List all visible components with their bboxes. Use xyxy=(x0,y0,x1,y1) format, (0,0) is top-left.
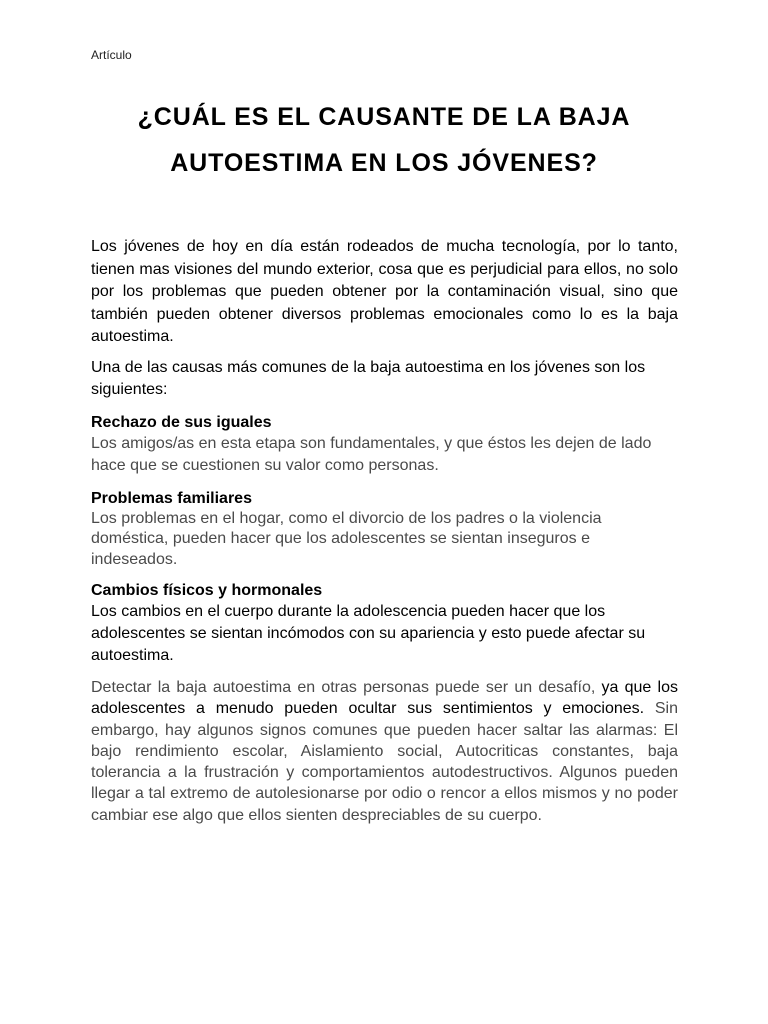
section-heading: Problemas familiares xyxy=(91,489,252,507)
section-text: Los amigos/as en esta etapa son fundamentales, y que éstos les dejen de lado hace que se cuestionen su valor como personas. xyxy=(91,434,652,474)
title-line-2: AUTOESTIMA EN LOS JÓVENES? xyxy=(170,149,598,177)
intro-paragraph: Los jóvenes de hoy en día están rodeados de mucha tecnología, por lo tanto, tienen mas visiones del mundo exterior, cosa que es perjudicial para ellos, no solo por los problemas que pueden obtener por la contaminación visual, sino que también pueden obtener diversos problemas emocionales como lo es la baja autoestima. xyxy=(91,238,678,345)
final-paragraph-part-3: Sin embargo, hay algunos signos comunes que pueden hacer saltar las alarmas: El bajo rendimiento escolar, Aislamiento social, Autocriticas constantes, baja tolerancia a la frustración y comportamientos autodestructivos. Algunos pueden llegar a tal extremo de autolesionarse por odio o rencor a ellos mismos y no poder cambiar ese algo que ellos sienten despreciables de su cuerpo. xyxy=(91,700,678,824)
final-paragraph-part-1: Detectar la baja autoestima en otras personas puede ser un desafío, xyxy=(91,679,602,696)
section-heading: Cambios físicos y hormonales xyxy=(91,582,323,599)
section-heading: Rechazo de sus iguales xyxy=(91,413,272,431)
title-line-1: ¿CUÁL ES EL CAUSANTE DE LA BAJA xyxy=(137,103,631,131)
article-title xyxy=(60,94,708,186)
section-physical-changes xyxy=(91,580,678,667)
section-text: Los problemas en el hogar, como el divorcio de los padres o la violencia doméstica, pueden hacer que los adolescentes se sientan inseguros e indeseados. xyxy=(91,509,602,568)
final-paragraph-part-2: ya que los adolescentes a menudo pueden ocultar sus sentimientos y emociones. xyxy=(91,679,679,718)
section-peer-rejection xyxy=(91,412,678,478)
document-type-label: Artículo xyxy=(91,48,132,62)
article-body xyxy=(91,236,678,826)
final-paragraph xyxy=(91,677,678,826)
causes-intro-paragraph: Una de las causas más comunes de la baja autoestima en los jóvenes son los siguientes: xyxy=(91,358,646,398)
section-text: Los cambios en el cuerpo durante la adolescencia pueden hacer que los adolescentes se sientan incómodos con su apariencia y esto puede afectar su autoestima. xyxy=(91,603,646,664)
section-family-problems xyxy=(91,488,678,571)
